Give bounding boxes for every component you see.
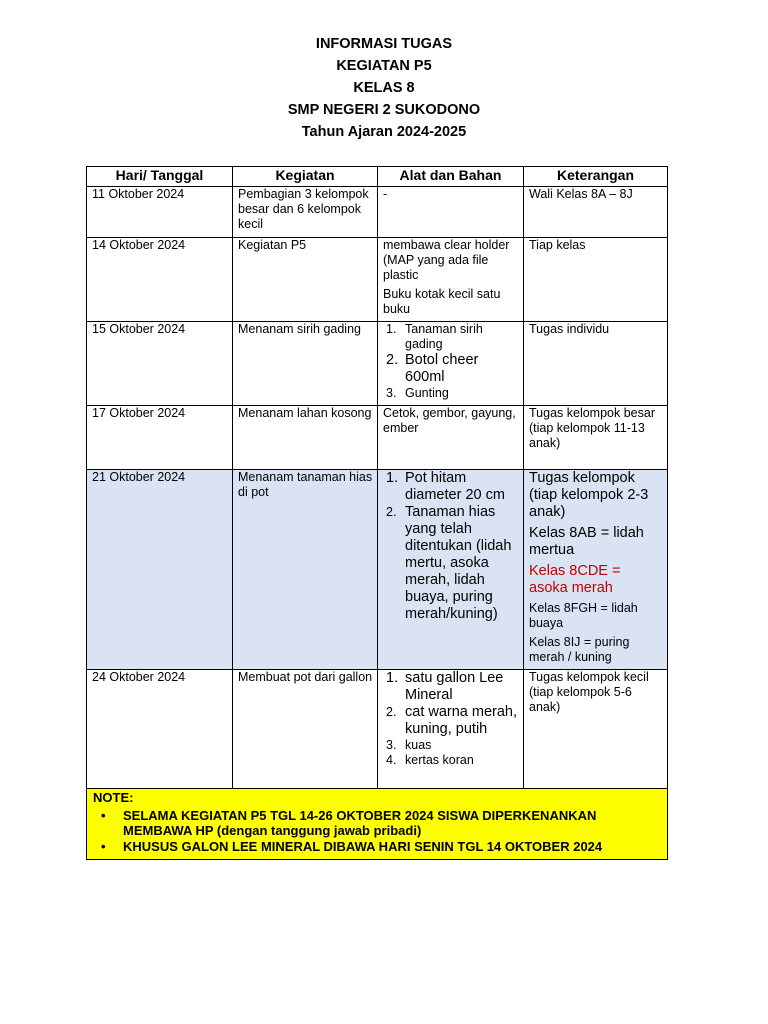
table-row: [87, 670, 668, 789]
note-title: NOTE:: [93, 790, 134, 805]
table-row: [87, 238, 668, 322]
cell-date: 14 Oktober 2024: [87, 238, 233, 322]
list-item: 2. Botol cheer 600ml: [386, 352, 479, 385]
cell-activity: Membuat pot dari gallon: [233, 670, 378, 789]
note-box: [87, 789, 668, 860]
cell-note: Tugas kelompok besar (tiap kelompok 11-13 anak): [524, 406, 668, 470]
list-item: 2. Tanaman hias yang telah ditentukan (lidah mertu, asoka merah, lidah buaya, puring merah/kuning): [386, 504, 512, 622]
list-item: 3. Gunting: [386, 386, 449, 400]
note-paragraph: Kelas 8FGH = lidah buaya: [529, 601, 638, 630]
column-header-tools: Alat dan Bahan: [378, 167, 524, 187]
cell-note: Tiap kelas: [524, 238, 668, 322]
list-item: 4. kertas koran: [386, 753, 474, 767]
cell-note: Tugas individu: [524, 322, 668, 406]
table-row-highlighted: [87, 470, 668, 670]
list-item: 3. kuas: [386, 738, 432, 752]
column-header-activity: Kegiatan: [233, 167, 378, 187]
cell-activity: Pembagian 3 kelompok besar dan 6 kelompok kecil: [233, 187, 378, 238]
cell-activity: Menanam lahan kosong: [233, 406, 378, 470]
cell-tools: [378, 470, 524, 670]
doc-title: INFORMASI TUGAS: [315, 36, 453, 52]
cell-note: Wali Kelas 8A – 8J: [524, 187, 668, 238]
note-list: [93, 808, 661, 854]
cell-date: 17 Oktober 2024: [87, 406, 233, 470]
note-paragraph: Tugas kelompok (tiap kelompok 2-3 anak): [529, 470, 649, 520]
cell-tools: [378, 238, 524, 322]
table-row: [87, 322, 668, 406]
tools-list: [383, 670, 519, 768]
list-item: 1. Pot hitam diameter 20 cm: [386, 470, 505, 503]
note-row: [87, 789, 668, 860]
list-item: 2. cat warna merah, kuning, putih: [386, 704, 518, 737]
doc-subtitle-year: Tahun Ajaran 2024-2025: [301, 124, 467, 140]
doc-subtitle-class: KELAS 8: [353, 80, 415, 96]
cell-note: Tugas kelompok kecil (tiap kelompok 5-6 anak): [524, 670, 668, 789]
note-item: • KHUSUS GALON LEE MINERAL DIBAWA HARI SENIN TGL 14 OKTOBER 2024: [101, 839, 603, 854]
column-header-note: Keterangan: [524, 167, 668, 187]
note-paragraph: Kelas 8AB = lidah mertua: [529, 525, 644, 558]
cell-tools: [378, 670, 524, 789]
tools-paragraph: Buku kotak kecil satu buku: [383, 287, 501, 316]
cell-date: 24 Oktober 2024: [87, 670, 233, 789]
cell-tools: [378, 322, 524, 406]
table-row: [87, 406, 668, 470]
column-header-date: Hari/ Tanggal: [87, 167, 233, 187]
cell-activity: Kegiatan P5: [233, 238, 378, 322]
cell-tools: -: [378, 187, 524, 238]
cell-date: 21 Oktober 2024: [87, 470, 233, 670]
cell-date: 11 Oktober 2024: [87, 187, 233, 238]
cell-activity: Menanam sirih gading: [233, 322, 378, 406]
list-item: 1. Tanaman sirih gading: [386, 322, 483, 351]
schedule-table: [86, 166, 668, 860]
table-header-row: [87, 167, 668, 187]
cell-tools: Cetok, gembor, gayung, ember: [378, 406, 524, 470]
list-item: 1. satu gallon Lee Mineral: [386, 670, 504, 703]
note-paragraph: Kelas 8IJ = puring merah / kuning: [529, 635, 630, 664]
cell-activity: Menanam tanaman hias di pot: [233, 470, 378, 670]
doc-subtitle-school: SMP NEGERI 2 SUKODONO: [287, 102, 481, 118]
tools-paragraph: membawa clear holder (MAP yang ada file plastic: [383, 238, 510, 282]
note-paragraph-red: Kelas 8CDE = asoka merah: [529, 563, 621, 596]
doc-subtitle-activity: KEGIATAN P5: [336, 58, 432, 74]
table-row: [87, 187, 668, 238]
cell-date: 15 Oktober 2024: [87, 322, 233, 406]
cell-note: [524, 470, 668, 670]
note-item: • SELAMA KEGIATAN P5 TGL 14-26 OKTOBER 2024 SISWA DIPERKENANKAN MEMBAWA HP (dengan tanggung jawab pribadi): [101, 808, 597, 838]
tools-list: [383, 322, 519, 401]
document-header: [0, 33, 768, 143]
tools-list: [383, 470, 519, 623]
